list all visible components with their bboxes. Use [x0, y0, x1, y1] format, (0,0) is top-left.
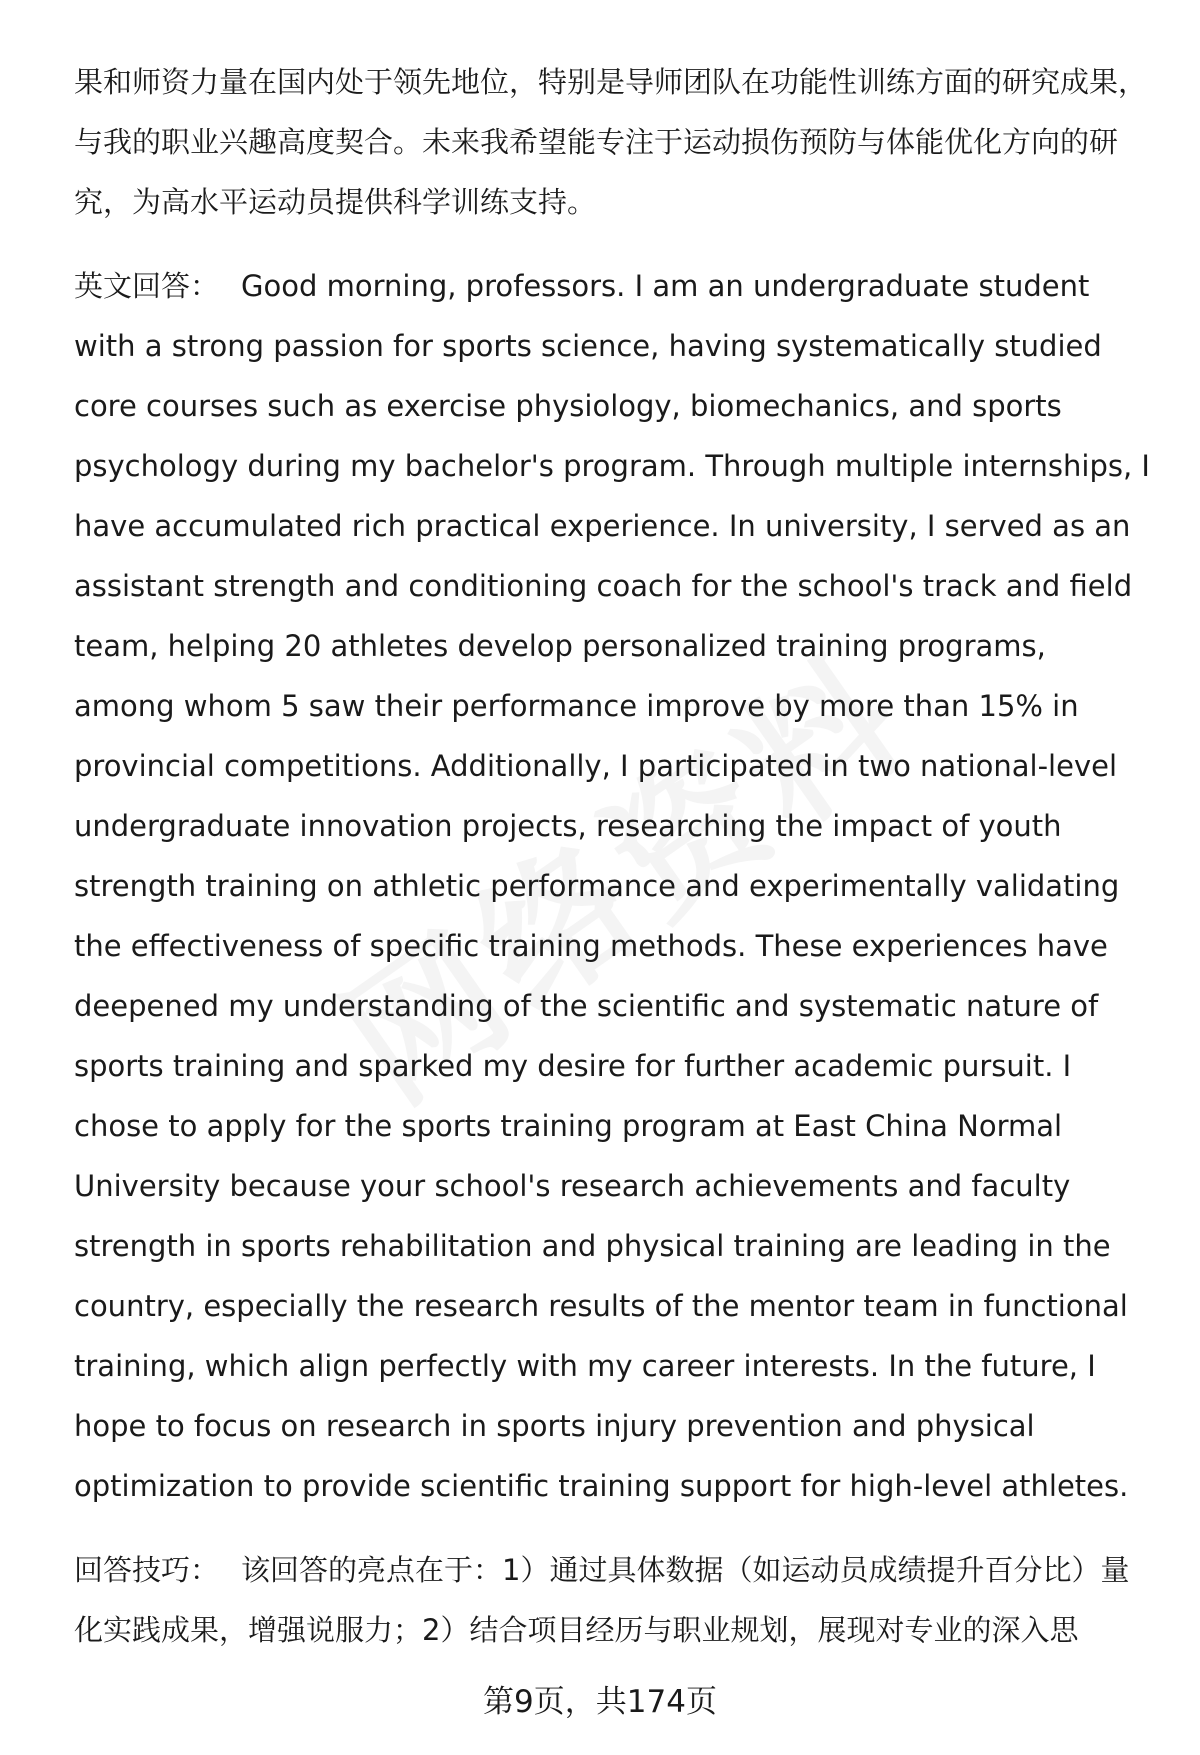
answer-tips-label: 回答技巧： — [74, 1553, 220, 1587]
page-number: 第9页，共174页 — [483, 1684, 717, 1720]
page-content — [74, 52, 1154, 1660]
answer-tips-text: 该回答的亮点在于：1）通过具体数据（如运动员成绩提升百分比）量化实践成果，增强说服力；2）结合项目经历与职业规划，展现对专业的深入思 — [74, 1553, 1130, 1647]
english-answer-paragraph — [74, 256, 1154, 1516]
english-answer-label: 英文回答： — [74, 269, 220, 303]
english-answer-text: Good morning, professors. I am an undergraduate student with a strong passion for sports science, having systematically studied core courses such as exercise physiology, biomechanics, and sports psychology during my bachelor's program. Through multiple internships, I have accumulated rich practical experience. In university, I served as an assistant strength and conditioning coach for the school's track and field team, helping 20 athletes develop personalized training programs, among whom 5 saw their performance improve by more than 15% in provincial competitions. Additionally, I participated in two national-level undergraduate innovation projects, researching the impact of youth strength training on athletic performance and experimentally validating the effectiveness of specific training methods. These experiences have deepened my understanding of the scientific and systematic nature of sports training and sparked my desire for further academic pursuit. I chose to apply for the sports training program at East China Normal University because your school's research achievements and faculty strength in sports rehabilitation and physical training are leading in the country, especially the research results of the mentor team in functional training, which align perfectly with my career interests. In the future, I hope to focus on research in sports injury prevention and physical optimization to provide scientific training support for high-level athletes. — [74, 269, 1150, 1503]
answer-tips-paragraph — [74, 1540, 1154, 1660]
continued-paragraph: 果和师资力量在国内处于领先地位，特别是导师团队在功能性训练方面的研究成果，与我的职业兴趣高度契合。未来我希望能专注于运动损伤预防与体能优化方向的研究，为高水平运动员提供科学训练支持。 — [74, 65, 1148, 219]
